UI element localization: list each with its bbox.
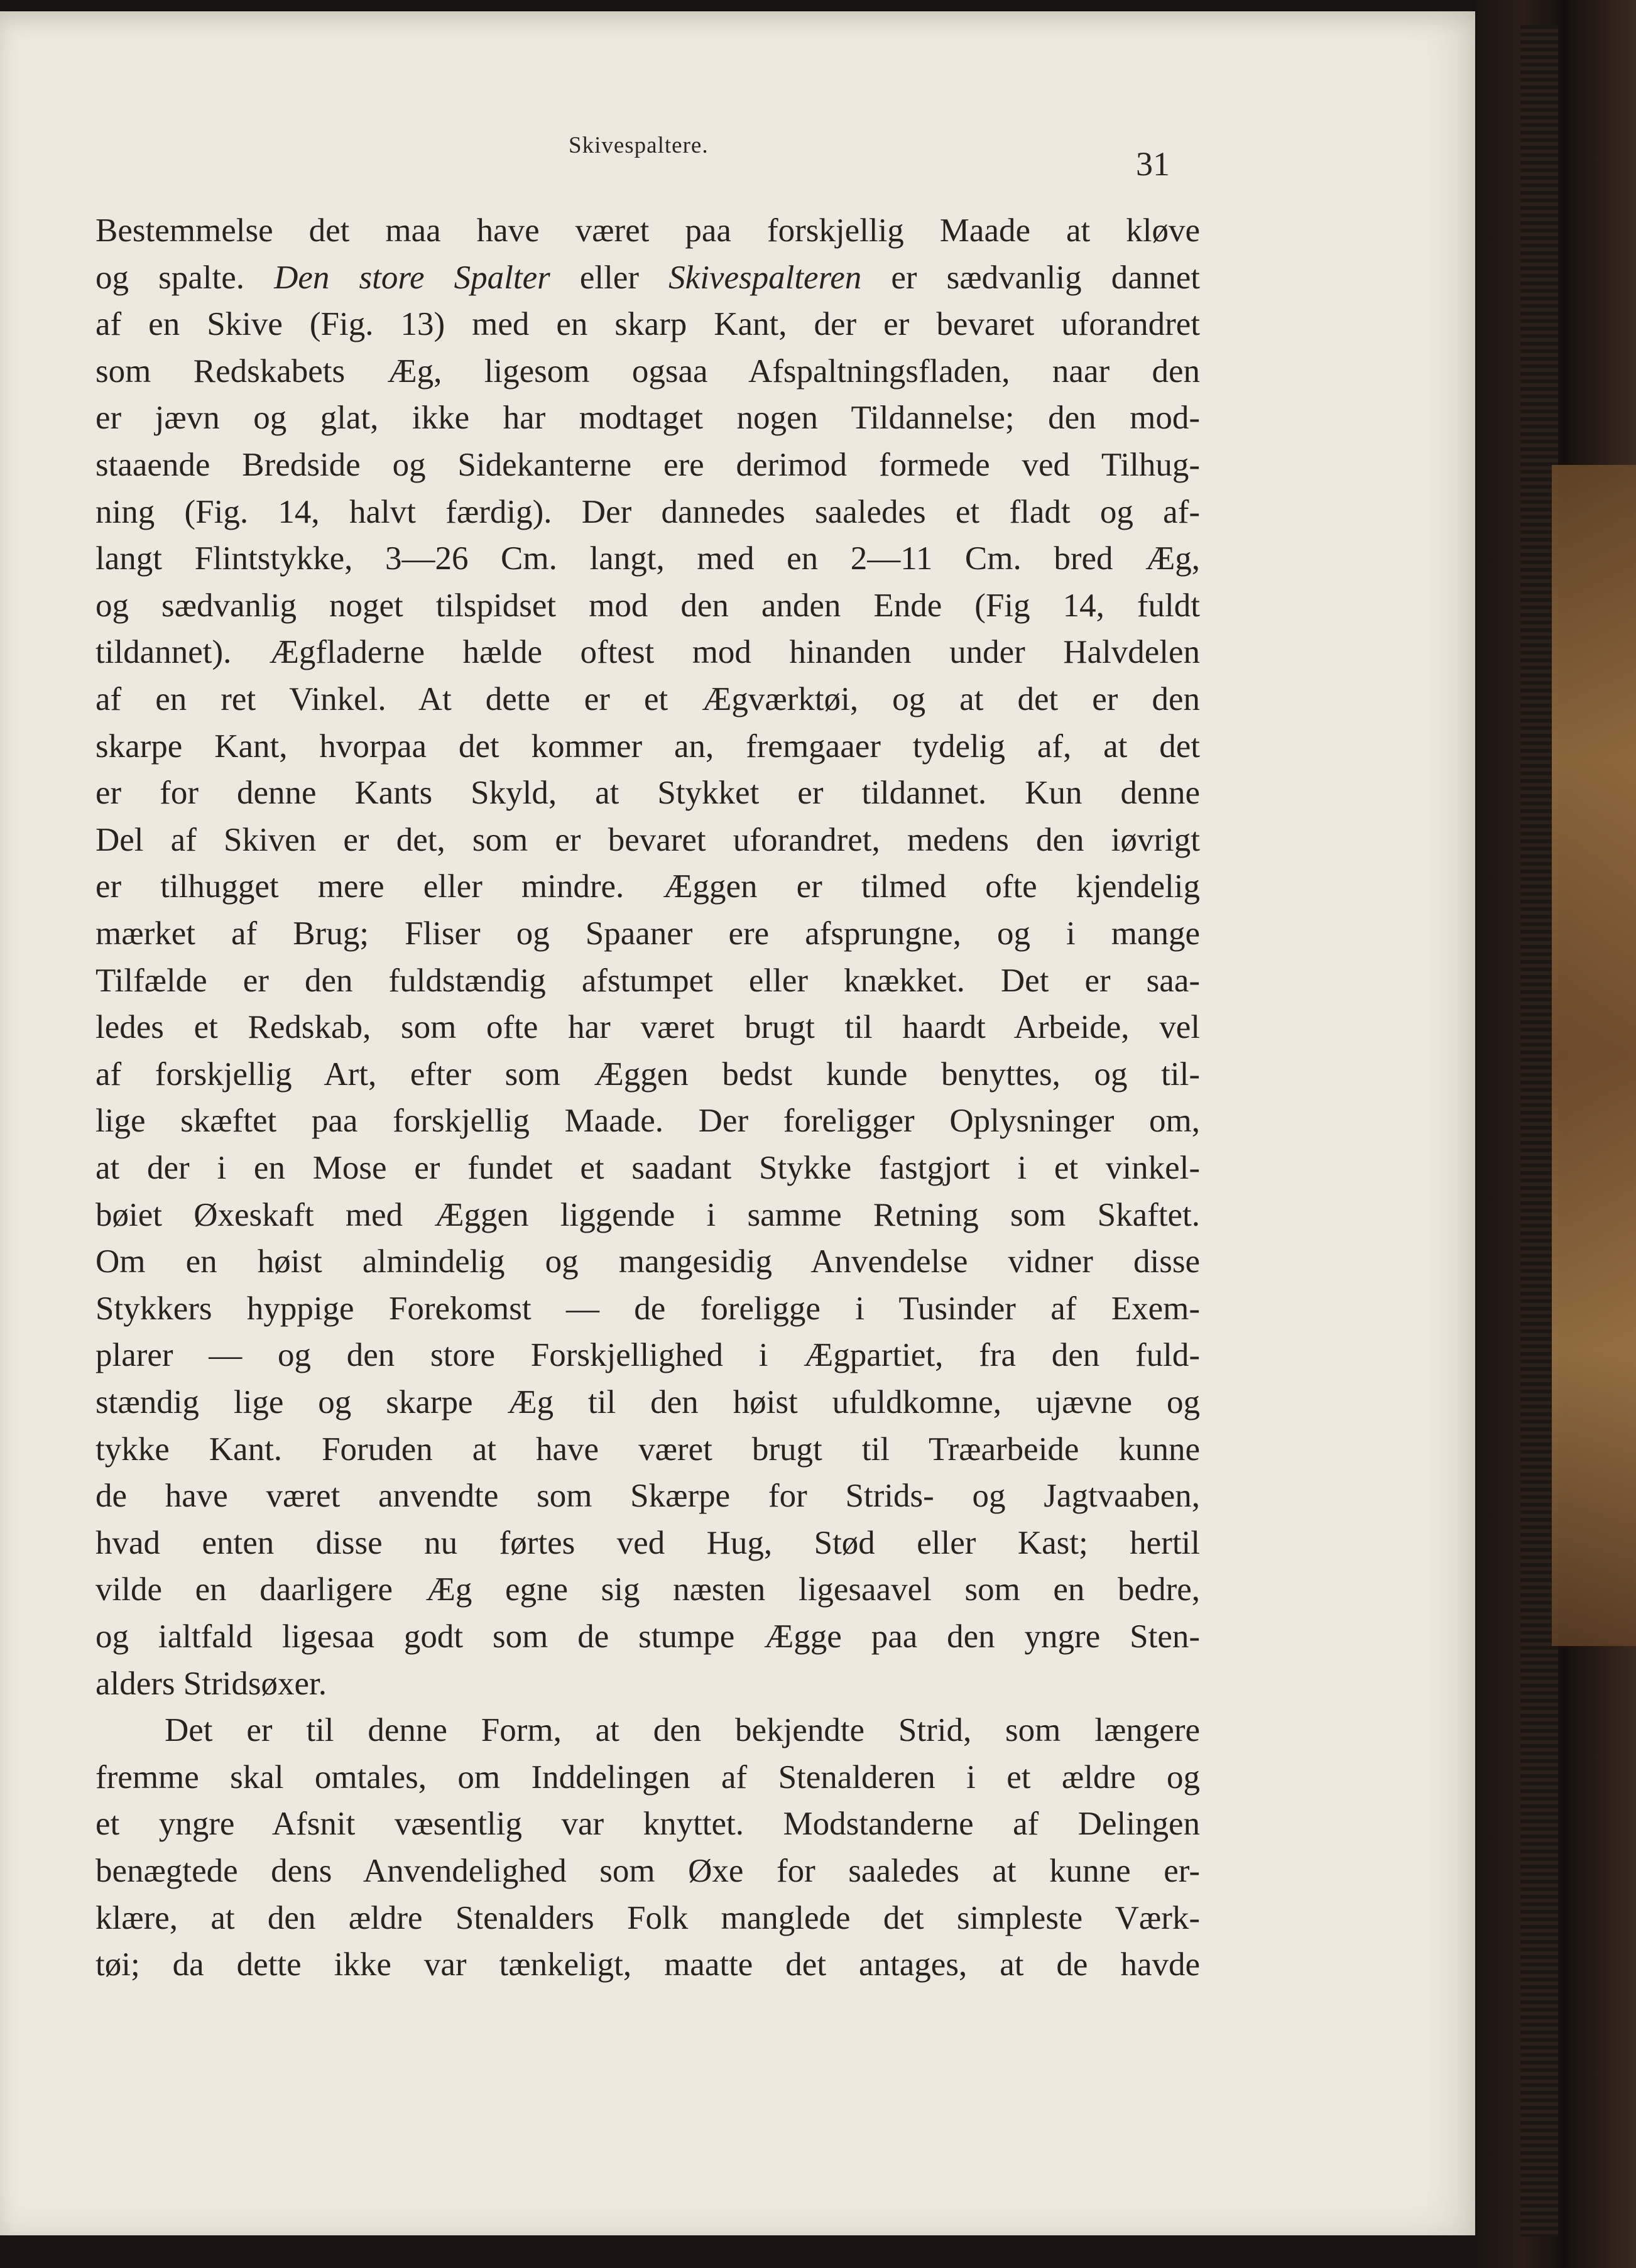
text-line: mærket af Brug; Fliser og Spaaner ere afsprungne, og i mange — [95, 915, 1200, 952]
text-line: og sædvanlig noget tilspidset mod den anden Ende (Fig 14, fuldt — [95, 587, 1200, 624]
text-line: hvad enten disse nu førtes ved Hug, Stød eller Kast; hertil — [95, 1525, 1200, 1561]
text-line: Del af Skiven er det, som er bevaret uforandret, medens den iøvrigt — [95, 822, 1200, 858]
spine-leather-cover — [1552, 465, 1636, 1646]
text-line: et yngre Afsnit væsentlig var knyttet. Modstanderne af Delingen — [95, 1806, 1200, 1842]
text-line: er tilhugget mere eller mindre. Æggen er tilmed ofte kjendelig — [95, 868, 1200, 905]
text-line: alders Stridsøxer. — [95, 1666, 327, 1702]
text-line: at der i en Mose er fundet et saadant Stykke fastgjort i et vinkel- — [95, 1150, 1200, 1186]
text-line: langt Flintstykke, 3—26 Cm. langt, med en 2—11 Cm. bred Æg, — [95, 540, 1200, 577]
text-line: af forskjellig Art, efter som Æggen bedst kunde benyttes, og til- — [95, 1056, 1200, 1093]
text-line: er for denne Kants Skyld, at Stykket er tildannet. Kun denne — [95, 775, 1200, 811]
text-line: ledes et Redskab, som ofte har været brugt til haardt Arbeide, vel — [95, 1009, 1200, 1045]
text-line: plarer — og den store Forskjellighed i Ægpartiet, fra den fuld- — [95, 1337, 1200, 1373]
text-line: stændig lige og skarpe Æg til den høist ufuldkomne, ujævne og — [95, 1384, 1200, 1420]
text-line: som Redskabets Æg, ligesom ogsaa Afspaltningsfladen, naar den — [95, 353, 1200, 390]
text-line: Tilfælde er den fuldstændig afstumpet eller knækket. Det er saa- — [95, 962, 1200, 999]
text-line: skarpe Kant, hvorpaa det kommer an, fremgaaer tydelig af, at det — [95, 728, 1200, 765]
text-line: fremme skal omtales, om Inddelingen af Stenalderen i et ældre og — [95, 1759, 1200, 1796]
text-line: klære, at den ældre Stenalders Folk manglede det simpleste Værk- — [95, 1900, 1200, 1936]
text-line: vilde en daarligere Æg egne sig næsten ligesaavel som en bedre, — [95, 1571, 1200, 1608]
text-line: tøi; da dette ikke var tænkeligt, maatte det antages, at de havde — [95, 1946, 1200, 1983]
text-line: Bestemmelse det maa have været paa forskjellig Maade at kløve — [95, 212, 1200, 249]
page-bottom-edge — [0, 2235, 1475, 2268]
page-number: 31 — [1136, 145, 1170, 183]
running-head: Skivespaltere. — [569, 133, 709, 158]
text-line: Det er til denne Form, at den bekjendte Strid, som længere — [165, 1712, 1200, 1748]
text-line: de have været anvendte som Skærpe for Strids- og Jagtvaaben, — [95, 1478, 1200, 1514]
text-line: lige skæftet paa forskjellig Maade. Der foreligger Oplysninger om, — [95, 1103, 1200, 1139]
text-line: Om en høist almindelig og mangesidig Anvendelse vidner disse — [95, 1243, 1200, 1280]
text-line: og ialtfald ligesaa godt som de stumpe Ægge paa den yngre Sten- — [95, 1618, 1200, 1655]
text-line: ning (Fig. 14, halvt færdig). Der dannedes saaledes et fladt og af- — [95, 494, 1200, 530]
text-line: tykke Kant. Foruden at have været brugt til Træarbeide kunne — [95, 1431, 1200, 1468]
text-line: benægtede dens Anvendelighed som Øxe for saaledes at kunne er- — [95, 1853, 1200, 1889]
text-line: bøiet Øxeskaft med Æggen liggende i samme Retning som Skaftet. — [95, 1197, 1200, 1233]
text-line: og spalte. Den store Spalter eller Skivespalteren er sædvanlig dannet — [95, 259, 1201, 296]
text-line: staaende Bredside og Sidekanterne ere derimod formede ved Tilhug- — [95, 447, 1200, 483]
text-line: er jævn og glat, ikke har modtaget nogen Tildannelse; den mod- — [95, 400, 1200, 436]
text-line: af en Skive (Fig. 13) med en skarp Kant, der er bevaret uforandret — [95, 306, 1200, 342]
text-line: Stykkers hyppige Forekomst — de foreligge i Tusinder af Exem- — [95, 1290, 1200, 1327]
text-line: tildannet). Ægfladerne hælde oftest mod hinanden under Halvdelen — [95, 634, 1200, 670]
text-line: af en ret Vinkel. At dette er et Ægværktøi, og at det er den — [95, 681, 1200, 717]
